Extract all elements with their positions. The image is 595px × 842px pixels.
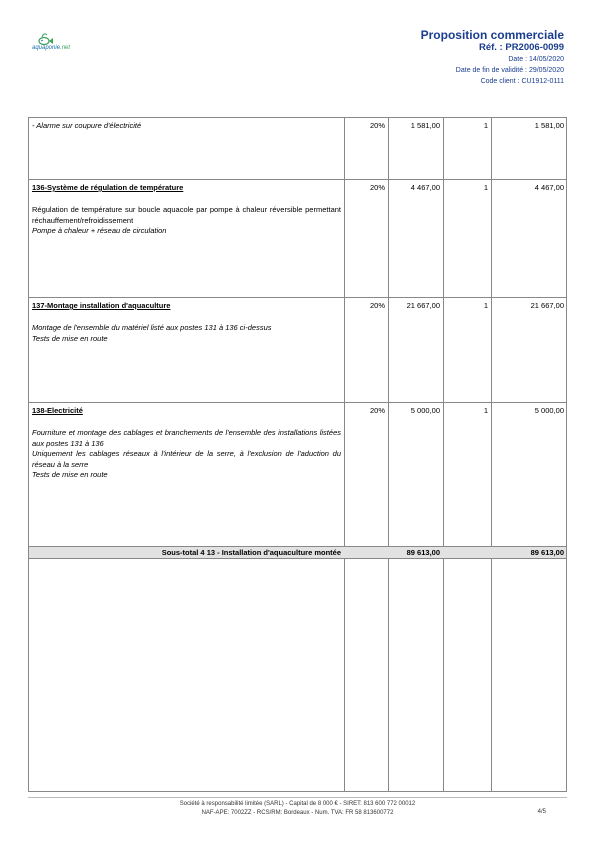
column-divider xyxy=(344,118,345,791)
row-separator xyxy=(29,297,566,298)
column-divider xyxy=(443,118,444,791)
page-number: 4/5 xyxy=(537,809,546,815)
document-date: Date : 14/05/2020 xyxy=(508,56,564,63)
footer xyxy=(0,800,595,818)
row-description-line: Tests de mise en route xyxy=(32,333,108,343)
row-separator xyxy=(29,402,566,403)
footer-registration-line: NAF-APE: 7002ZZ - RCS/RM: Bordeaux - Num. TVA: FR 58 813600772 xyxy=(201,810,394,816)
row-total: 1 581,00 xyxy=(534,121,564,130)
row-quantity: 1 xyxy=(483,183,488,192)
row-total: 21 667,00 xyxy=(530,301,564,310)
subtotal-unit-price: 89 613,00 xyxy=(406,548,440,557)
row-title: 136-Système de régulation de température xyxy=(32,183,184,192)
document-header xyxy=(421,28,564,87)
row-vat: 20% xyxy=(369,406,385,415)
row-description-line: - Alarme sur coupure d'électricité xyxy=(32,121,142,130)
column-divider xyxy=(491,118,492,791)
row-description-line: Tests de mise en route xyxy=(32,470,108,479)
row-separator xyxy=(29,179,566,180)
row-quantity: 1 xyxy=(483,121,488,130)
column-divider xyxy=(388,118,389,791)
row-vat: 20% xyxy=(369,301,385,310)
row-title: 137-Montage installation d'aquaculture xyxy=(32,301,171,310)
row-quantity: 1 xyxy=(483,301,488,310)
document-reference: Réf. : PR2006-0099 xyxy=(478,42,564,53)
logo-text: aquaponie.net xyxy=(32,45,71,51)
client-code: Code client : CU1912-0111 xyxy=(480,78,564,85)
row-unit-price: 4 467,00 xyxy=(410,183,440,192)
row-unit-price: 21 667,00 xyxy=(406,301,440,310)
row-description-line: Fourniture et montage des cablages et branchements de l'ensemble des installations listées aux postes 131 à 136 xyxy=(32,428,341,448)
footer-divider xyxy=(28,797,567,798)
row-description-line: Uniquement les cablages réseaux à l'intérieur de la serre, à l'exclusion de l'aduction du réseau à la serre xyxy=(32,449,341,469)
validity-date: Date de fin de validité : 29/05/2020 xyxy=(455,67,564,74)
row-unit-price: 5 000,00 xyxy=(410,406,440,415)
row-unit-price: 1 581,00 xyxy=(410,121,440,130)
quote-table xyxy=(28,117,567,792)
footer-legal-line: Société à responsabilité limitée (SARL) - Capital de 8 000 € - SIRET: 813 600 772 00012 xyxy=(179,801,416,807)
subtotal-total: 89 613,00 xyxy=(530,548,564,557)
row-description-line: Pompe à chaleur + réseau de circulation xyxy=(32,226,167,235)
row-vat: 20% xyxy=(369,121,385,130)
row-description-line: Régulation de température sur boucle aquacole par pompe à chaleur réversible permettant réchauffement/refroidissement xyxy=(32,205,341,225)
subtotal-row xyxy=(29,546,566,559)
row-quantity: 1 xyxy=(483,406,488,415)
row-total: 5 000,00 xyxy=(534,406,564,415)
row-description-line: Montage de l'ensemble du matériel listé aux postes 131 à 136 ci-dessus xyxy=(32,323,272,332)
row-vat: 20% xyxy=(369,183,385,192)
document-title: Proposition commerciale xyxy=(420,28,564,42)
row-total: 4 467,00 xyxy=(534,183,564,192)
row-title: 138-Electricité xyxy=(32,406,83,415)
subtotal-label: Sous-total 4 13 - Installation d'aquaculture montée xyxy=(161,548,341,557)
